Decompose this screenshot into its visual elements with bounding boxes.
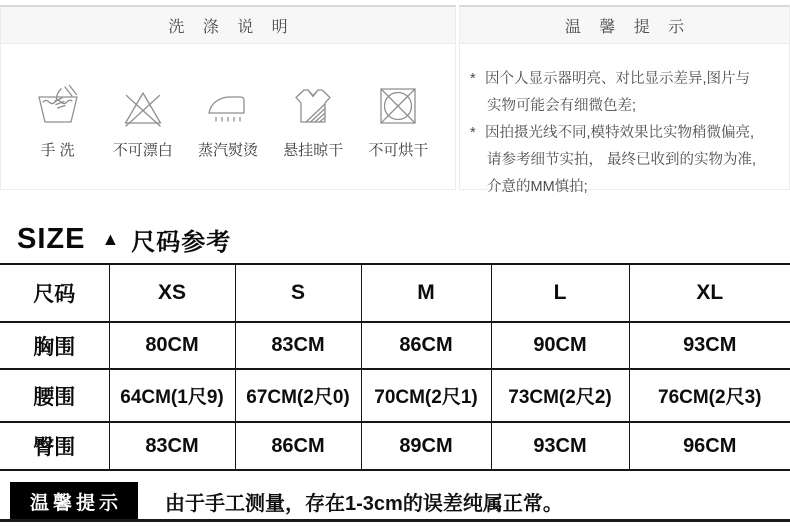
table-row-bust: [0, 322, 790, 369]
tip-line: [470, 120, 781, 147]
header-cell: L: [491, 264, 629, 322]
table-cell: 70CM(2尺1): [361, 369, 491, 422]
care-item-label: 悬挂晾干: [283, 142, 344, 159]
table-cell: 93CM: [491, 422, 629, 470]
care-item-label: 不可漂白: [112, 142, 173, 159]
size-heading-en: SIZE: [17, 223, 86, 255]
table-cell: 89CM: [361, 422, 491, 470]
tip-bullet: *: [470, 125, 476, 141]
care-item-label: 手 洗: [40, 142, 75, 159]
care-item-hang-dry: [271, 82, 356, 160]
warm-tips-title: 温 馨 提 示: [460, 7, 789, 44]
table-row-waist: [0, 369, 790, 422]
hand-wash-icon: [34, 82, 82, 130]
washing-instructions-title: 洗 涤 说 明: [1, 7, 455, 44]
tip-bullet: *: [470, 71, 476, 87]
care-item-hand-wash: [15, 82, 100, 160]
measurement-note-text: 由于手工测量，存在1-3cm的误差纯属正常。: [165, 493, 563, 515]
triangle-marker-icon: ▲: [101, 229, 120, 249]
row-label: 腰围: [33, 385, 76, 409]
table-cell: 86CM: [361, 322, 491, 369]
table-row-hip: [0, 422, 790, 470]
tip-line: 介意的MM慎拍;: [487, 179, 588, 195]
care-and-tips-section: [0, 5, 790, 195]
tip-text: 因个人显示器明亮、对比显示差异,图片与: [485, 71, 751, 87]
row-label: 胸围: [33, 335, 76, 359]
table-cell: 67CM(2尺0): [235, 369, 361, 422]
table-header-row: [0, 264, 790, 322]
size-reference-table: [0, 263, 790, 471]
steam-iron-icon: [204, 82, 252, 130]
no-tumble-dry-icon: [374, 82, 422, 130]
header-cell: 尺码: [33, 283, 76, 306]
table-cell: 96CM: [629, 422, 790, 470]
washing-instructions-panel: [0, 5, 456, 190]
table-cell: 83CM: [109, 422, 235, 470]
size-section-heading: [17, 222, 231, 257]
tip-line: 请参考细节实拍， 最终已收到的实物为准,: [487, 152, 757, 168]
header-cell: M: [361, 264, 491, 322]
header-cell: S: [235, 264, 361, 322]
care-item-label: 蒸汽熨烫: [198, 142, 259, 159]
row-label: 臀围: [33, 436, 76, 459]
table-cell: 93CM: [629, 322, 790, 369]
warm-tips-badge: 温馨提示: [10, 482, 138, 521]
bottom-divider: [0, 519, 790, 522]
warm-tips-body: [460, 44, 789, 201]
tip-line: [470, 66, 781, 93]
care-item-label: 不可烘干: [368, 142, 429, 159]
measurement-note: [10, 482, 563, 521]
care-item-no-tumble-dry: [356, 82, 441, 160]
size-heading-zh: 尺码参考: [131, 229, 232, 256]
care-item-steam-iron: [185, 82, 270, 160]
header-cell: XL: [629, 264, 790, 322]
care-item-no-bleach: [100, 82, 185, 160]
table-cell: 90CM: [491, 322, 629, 369]
hang-dry-icon: [289, 82, 337, 130]
tip-line: 实物可能会有细微色差;: [487, 98, 637, 114]
table-cell: 76CM(2尺3): [629, 369, 790, 422]
header-cell: XS: [109, 264, 235, 322]
table-cell: 80CM: [109, 322, 235, 369]
no-bleach-icon: [119, 82, 167, 130]
table-cell: 86CM: [235, 422, 361, 470]
washing-icons-row: [1, 44, 455, 160]
tip-text: 因拍摄光线不同,模特效果比实物稍微偏亮,: [485, 125, 755, 141]
table-cell: 64CM(1尺9): [109, 369, 235, 422]
warm-tips-panel: [459, 5, 790, 195]
table-cell: 83CM: [235, 322, 361, 369]
table-cell: 73CM(2尺2): [491, 369, 629, 422]
